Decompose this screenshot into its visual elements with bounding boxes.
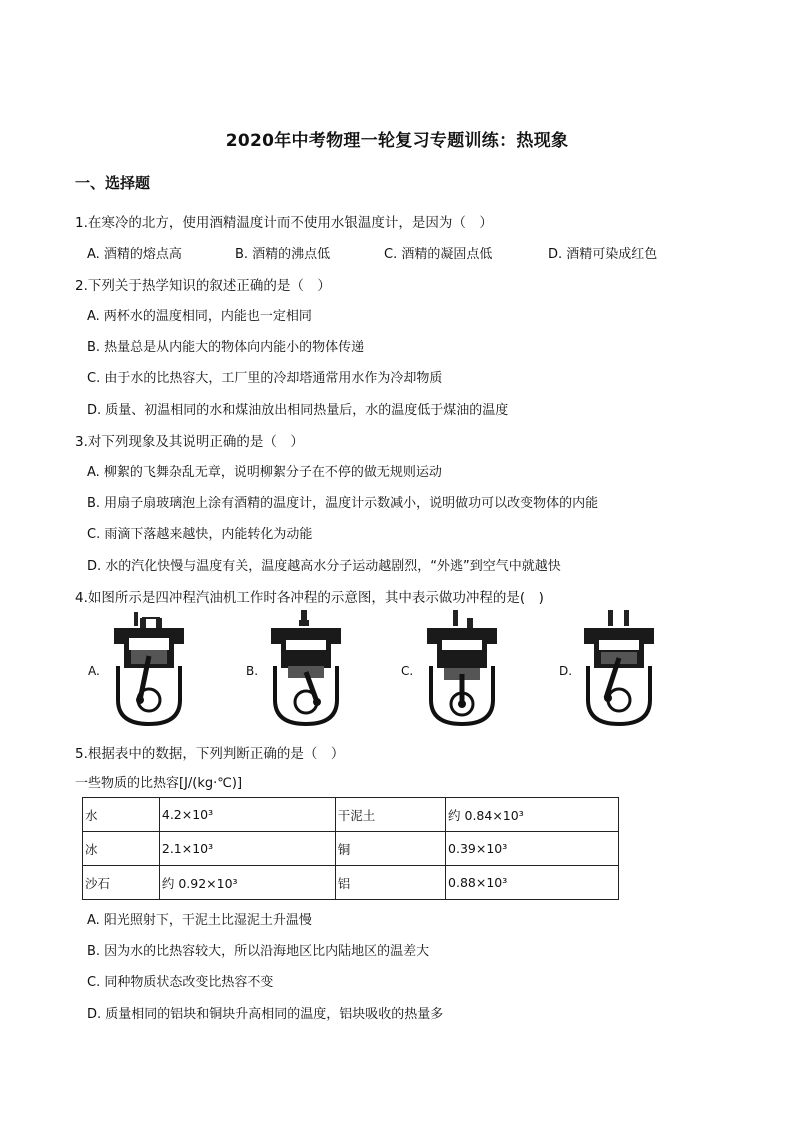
question-3-stem: 3.对下列现象及其说明正确的是（ ） [75, 434, 304, 450]
question-1-option-c: C. 酒精的凝固点低 [384, 247, 493, 262]
question-1-option-b: B. 酒精的沸点低 [235, 247, 331, 262]
question-3-option-c: C. 雨滴下落越来越快，内能转化为动能 [87, 527, 313, 542]
table-row [83, 866, 619, 900]
question-3-option-b: B. 用扇子扇玻璃泡上涂有酒精的温度计，温度计示数减小，说明做功可以改变物体的内能 [87, 496, 599, 511]
table-cell: 干泥土 [335, 798, 445, 832]
table-cell: 约 0.92×10³ [159, 866, 335, 900]
table-cell: 约 0.84×10³ [446, 798, 619, 832]
table-cell: 冰 [83, 832, 160, 866]
table-caption: 一些物质的比热容[J/(kg·℃)] [75, 776, 243, 791]
question-2-option-d: D. 质量、初温相同的水和煤油放出相同热量后，水的温度低于煤油的温度 [87, 403, 509, 418]
question-5-option-a: A. 阳光照射下，干泥土比湿泥土升温慢 [87, 913, 312, 928]
table-cell: 铝 [335, 866, 445, 900]
specific-heat-table [82, 797, 619, 900]
question-5-option-c: C. 同种物质状态改变比热容不变 [87, 975, 274, 990]
question-5-option-d: D. 质量相同的铝块和铜块升高相同的温度，铝块吸收的热量多 [87, 1007, 444, 1022]
table-row [83, 798, 619, 832]
engine-diagram-b [261, 610, 351, 728]
engine-label-d: D. [559, 664, 573, 678]
question-5-option-b: B. 因为水的比热容较大，所以沿海地区比内陆地区的温差大 [87, 944, 430, 959]
table-cell: 2.1×10³ [159, 832, 335, 866]
page-title: 2020年中考物理一轮复习专题训练：热现象 [225, 131, 569, 151]
question-1-stem: 1.在寒冷的北方，使用酒精温度计而不使用水银温度计，是因为（ ） [75, 215, 493, 231]
question-3-option-d: D. 水的汽化快慢与温度有关，温度越高水分子运动越剧烈，“外逃”到空气中就越快 [87, 559, 561, 574]
table-cell: 铜 [335, 832, 445, 866]
engine-label-b: B. [246, 664, 259, 678]
question-4-stem: 4.如图所示是四冲程汽油机工作时各冲程的示意图，其中表示做功冲程的是( ) [75, 590, 544, 606]
section-heading: 一、选择题 [75, 174, 151, 192]
question-2-option-c: C. 由于水的比热容大，工厂里的冷却塔通常用水作为冷却物质 [87, 371, 443, 386]
table-cell: 0.88×10³ [446, 866, 619, 900]
engine-diagram-a [104, 610, 194, 728]
table-row [83, 832, 619, 866]
table-cell: 0.39×10³ [446, 832, 619, 866]
question-2-option-b: B. 热量总是从内能大的物体向内能小的物体传递 [87, 340, 365, 355]
question-2-stem: 2.下列关于热学知识的叙述正确的是（ ） [75, 278, 331, 294]
question-2-option-a: A. 两杯水的温度相同，内能也一定相同 [87, 309, 312, 324]
table-cell: 沙石 [83, 866, 160, 900]
table-cell: 水 [83, 798, 160, 832]
engine-diagram-d [574, 610, 664, 728]
engine-label-c: C. [401, 664, 414, 678]
engine-label-a: A. [88, 664, 100, 678]
table-cell: 4.2×10³ [159, 798, 335, 832]
question-5-stem: 5.根据表中的数据，下列判断正确的是（ ） [75, 746, 345, 762]
question-3-option-a: A. 柳絮的飞舞杂乱无章，说明柳絮分子在不停的做无规则运动 [87, 465, 442, 480]
question-1-option-d: D. 酒精可染成红色 [548, 247, 658, 262]
engine-diagram-c [417, 610, 507, 728]
question-1-option-a: A. 酒精的熔点高 [87, 247, 182, 262]
